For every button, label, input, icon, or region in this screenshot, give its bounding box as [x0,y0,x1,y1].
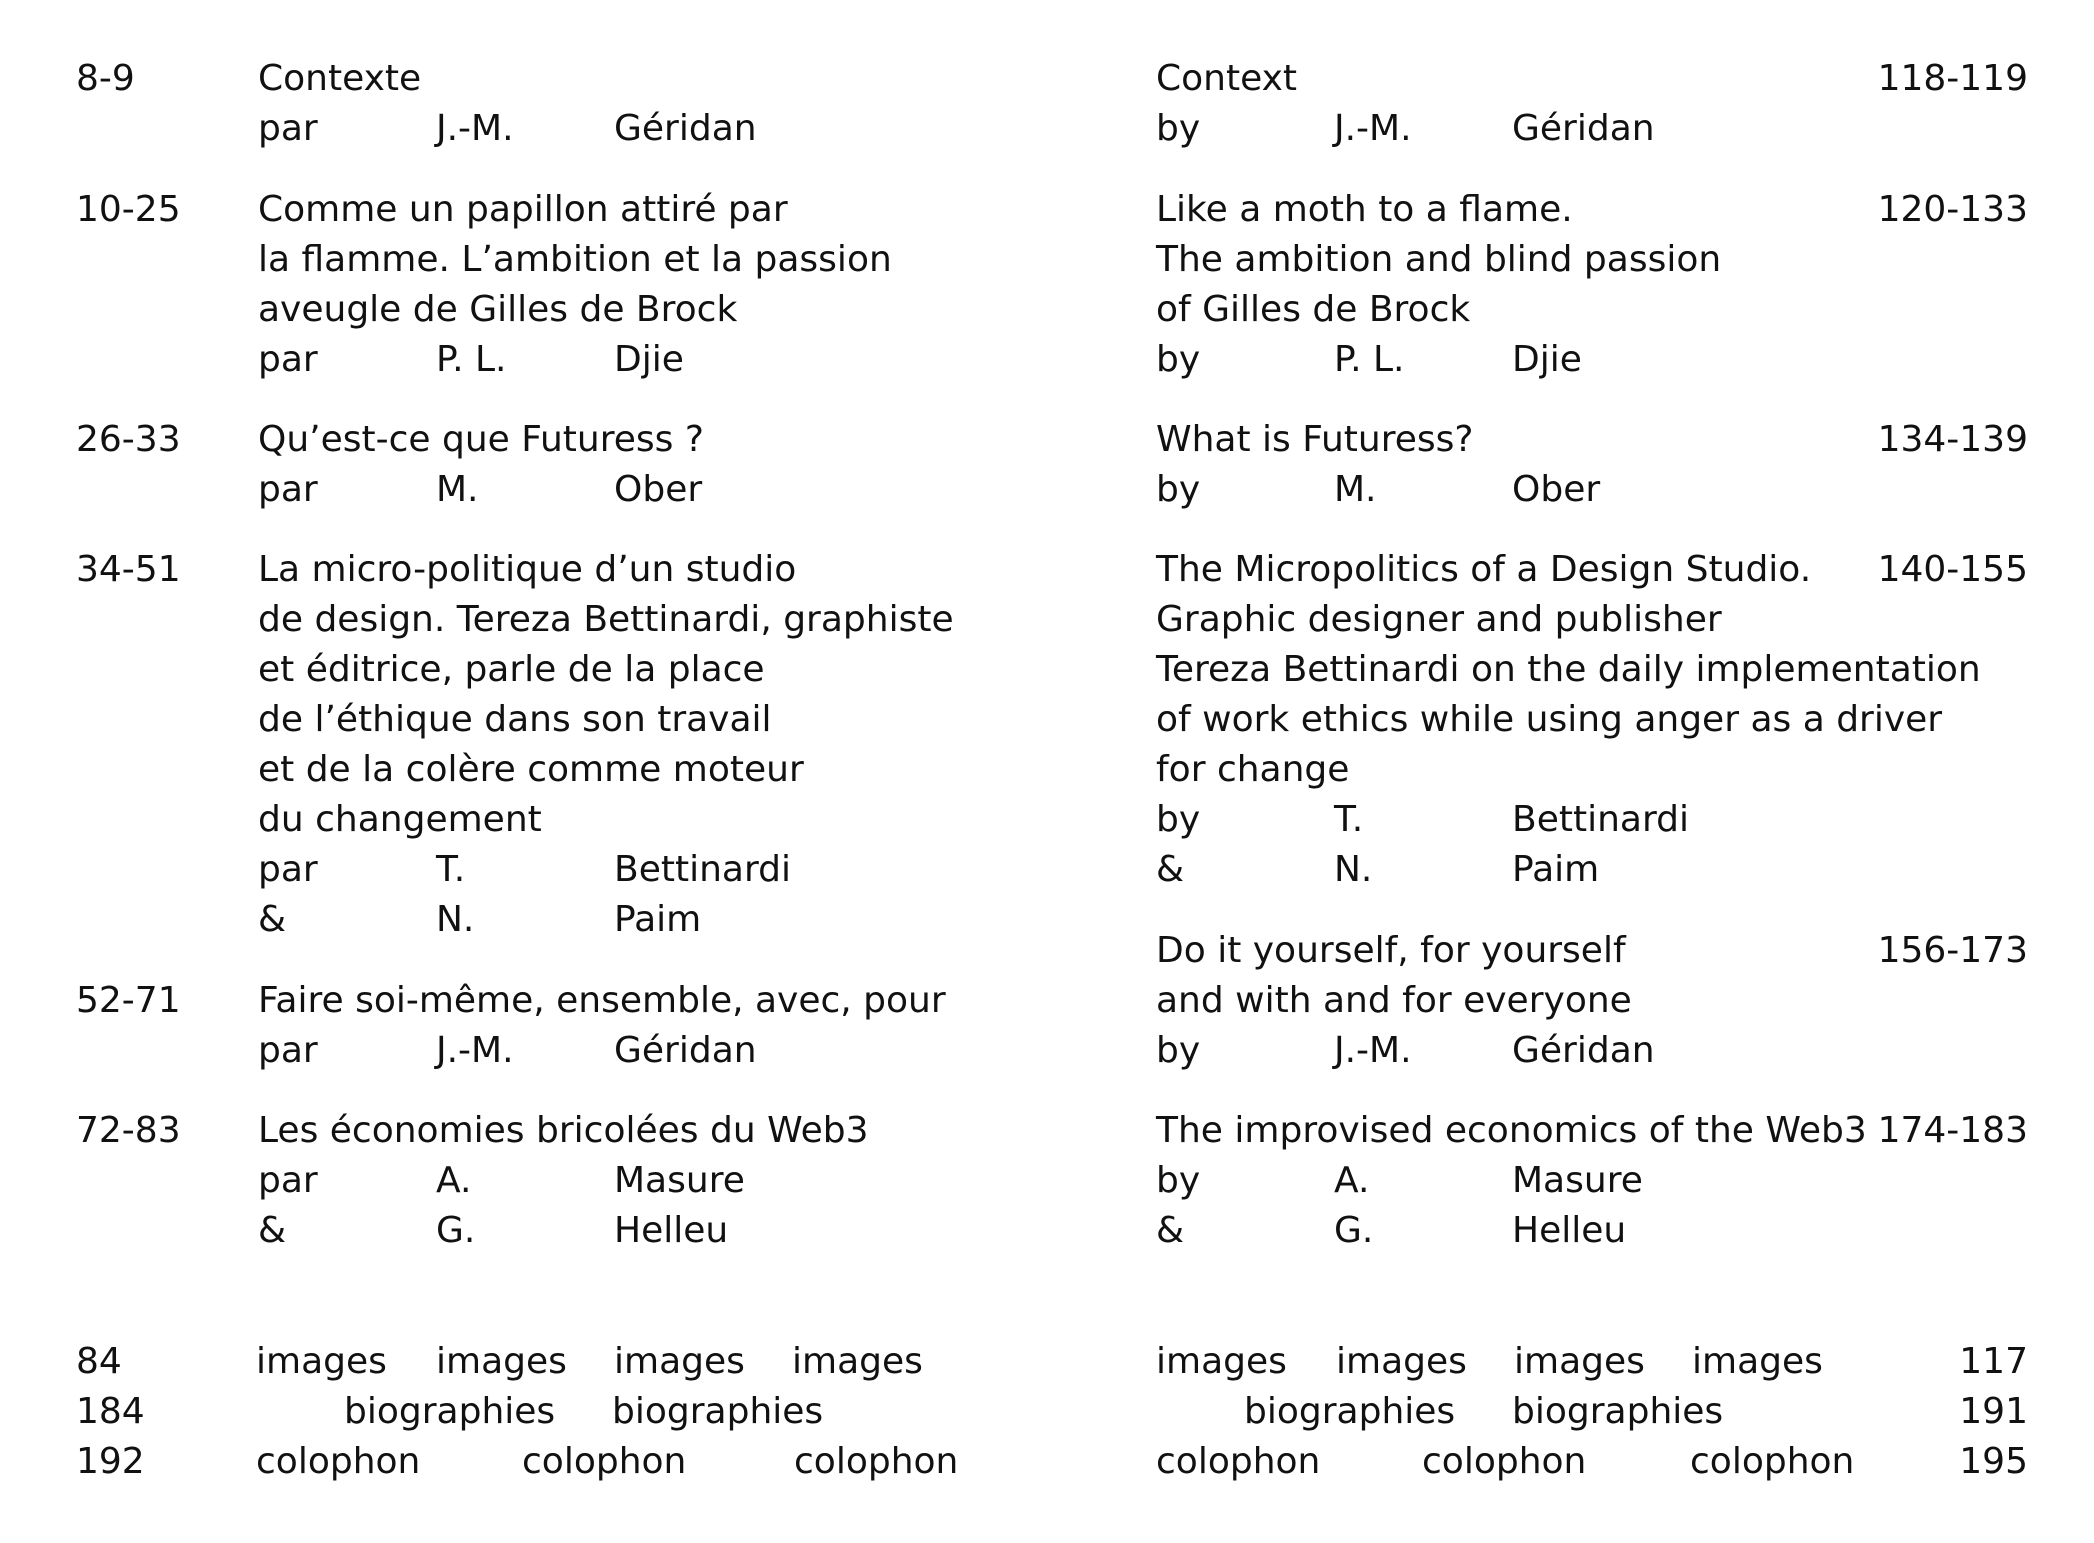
author-surname: Djie [614,339,684,380]
author-initials: T. [1334,799,1364,840]
colophon-page: 192 [76,1441,145,1482]
credit-word: par [258,1030,318,1071]
author-initials: J.-M. [436,108,514,149]
author-surname: Masure [1512,1160,1643,1201]
images-page: 84 [76,1341,122,1382]
page-range: 26-33 [76,419,181,460]
entry-title-line: Faire soi-même, ensemble, avec, pour [258,980,946,1021]
entry-title-line: Graphic designer and publisher [1156,599,1722,640]
page-range: 118-119 [1877,58,2028,99]
images-label: images [614,1341,745,1382]
author-initials: J.-M. [436,1030,514,1071]
author-surname: Paim [1512,849,1600,890]
colophon-label: colophon [1690,1441,1855,1482]
colophon-label: colophon [1156,1441,1321,1482]
author-initials: J.-M. [1334,1030,1412,1071]
credit-word: par [258,339,318,380]
author-initials: P. L. [436,339,507,380]
entry-title-line: Do it yourself, for yourself [1156,930,1626,971]
page-range: 134-139 [1877,419,2028,460]
biographies-page: 184 [76,1391,145,1432]
page-range: 156-173 [1877,930,2028,971]
page-range: 52-71 [76,980,181,1021]
entry-title-line: The ambition and blind passion [1156,239,1722,280]
entry-title-line: The Micropolitics of a Design Studio. [1156,549,1812,590]
images-label: images [1156,1341,1287,1382]
author-surname: Géridan [1512,1030,1655,1071]
credit-word: by [1156,1030,1201,1071]
author-initials: T. [436,849,466,890]
credit-word: par [258,1160,318,1201]
credit-word: & [258,1210,287,1251]
biographies-label: biographies [1512,1391,1724,1432]
colophon-label: colophon [256,1441,421,1482]
page-range: 174-183 [1877,1110,2028,1151]
entry-title-line: of Gilles de Brock [1156,289,1471,330]
author-initials: G. [436,1210,476,1251]
biographies-label: biographies [344,1391,556,1432]
author-initials: M. [1334,469,1377,510]
credit-word: & [1156,1210,1185,1251]
entry-title-line: and with and for everyone [1156,980,1632,1021]
credit-word: par [258,469,318,510]
credit-word: & [1156,849,1185,890]
entry-title-line: de l’éthique dans son travail [258,699,772,740]
author-surname: Paim [614,899,702,940]
page-range: 8-9 [76,58,135,99]
page-range: 72-83 [76,1110,181,1151]
colophon-label: colophon [1422,1441,1587,1482]
images-label: images [1692,1341,1823,1382]
images-page: 117 [1959,1341,2028,1382]
author-surname: Géridan [1512,108,1655,149]
entry-title-line: Contexte [258,58,422,99]
author-surname: Ober [1512,469,1601,510]
entry-title-line: What is Futuress? [1156,419,1474,460]
author-initials: N. [436,899,475,940]
entry-title-line: Comme un papillon attiré par [258,189,788,230]
entry-title-line: for change [1156,749,1350,790]
biographies-label: biographies [612,1391,824,1432]
author-initials: M. [436,469,479,510]
author-initials: A. [436,1160,472,1201]
images-label: images [436,1341,567,1382]
credit-word: by [1156,339,1201,380]
page-range: 10-25 [76,189,181,230]
author-initials: A. [1334,1160,1370,1201]
page-range: 34-51 [76,549,181,590]
author-initials: J.-M. [1334,108,1412,149]
credit-word: & [258,899,287,940]
entry-title-line: La micro-politique d’un studio [258,549,797,590]
author-surname: Géridan [614,1030,757,1071]
author-initials: P. L. [1334,339,1405,380]
entry-title-line: et éditrice, parle de la place [258,649,765,690]
credit-word: par [258,108,318,149]
credit-word: by [1156,108,1201,149]
author-surname: Bettinardi [1512,799,1689,840]
entry-title-line: Like a moth to a flame. [1156,189,1573,230]
biographies-page: 191 [1959,1391,2028,1432]
page-range: 120-133 [1877,189,2028,230]
author-initials: G. [1334,1210,1374,1251]
credit-word: by [1156,1160,1201,1201]
colophon-label: colophon [522,1441,687,1482]
credit-word: par [258,849,318,890]
author-surname: Helleu [614,1210,729,1251]
entry-title-line: The improvised economics of the Web3 [1156,1110,1867,1151]
entry-title-line: Les économies bricolées du Web3 [258,1110,869,1151]
author-surname: Bettinardi [614,849,791,890]
biographies-label: biographies [1244,1391,1456,1432]
colophon-page: 195 [1959,1441,2028,1482]
images-label: images [1336,1341,1467,1382]
author-surname: Masure [614,1160,745,1201]
credit-word: by [1156,799,1201,840]
colophon-label: colophon [794,1441,959,1482]
entry-title-line: of work ethics while using anger as a driver [1156,699,1943,740]
entry-title-line: aveugle de Gilles de Brock [258,289,738,330]
entry-title-line: Qu’est-ce que Futuress ? [258,419,704,460]
images-label: images [1514,1341,1645,1382]
entry-title-line: Context [1156,58,1298,99]
entry-title-line: du changement [258,799,542,840]
author-surname: Djie [1512,339,1582,380]
entry-title-line: Tereza Bettinardi on the daily implementation [1156,649,1981,690]
author-surname: Ober [614,469,703,510]
page-range: 140-155 [1877,549,2028,590]
images-label: images [256,1341,387,1382]
entry-title-line: et de la colère comme moteur [258,749,804,790]
credit-word: by [1156,469,1201,510]
images-label: images [792,1341,923,1382]
author-surname: Helleu [1512,1210,1627,1251]
entry-title-line: la flamme. L’ambition et la passion [258,239,892,280]
author-surname: Géridan [614,108,757,149]
entry-title-line: de design. Tereza Bettinardi, graphiste [258,599,954,640]
author-initials: N. [1334,849,1373,890]
